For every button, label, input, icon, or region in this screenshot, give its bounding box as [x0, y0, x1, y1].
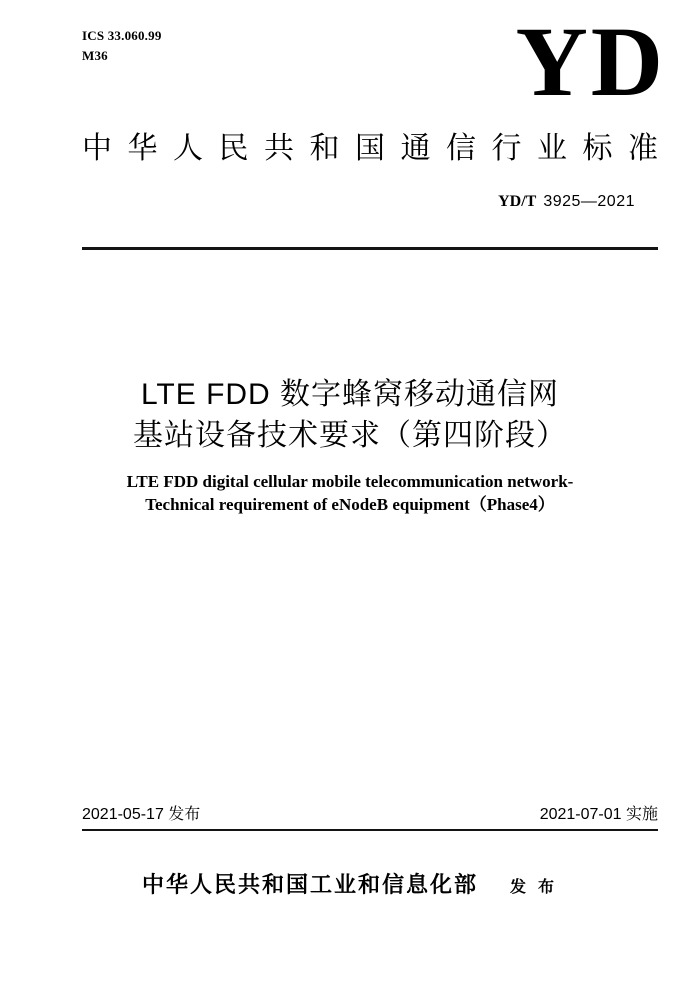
standard-code: [498, 192, 635, 212]
series-title: 中 华 人 民 共 和 国 通 信 行 业 标 准: [82, 132, 658, 165]
standard-code-prefix: YD/T: [498, 193, 537, 210]
document-title-en: [0, 470, 700, 516]
implement-date: 2021-07-01 实施: [539, 806, 658, 823]
ics-code: ICS 33.060.99: [82, 28, 162, 43]
document-title-en-line2: Technical requirement of eNodeB equipment（Phase4）: [145, 495, 555, 514]
document-title-cn-line2: 基站设备技术要求（第四阶段）: [133, 419, 567, 452]
classification-code: M36: [82, 48, 108, 63]
document-title-cn-line1: LTE FDD 数字蜂窝移动通信网: [140, 378, 560, 411]
ics-block: [82, 26, 162, 66]
publisher-name: 中华人民共和国工业和信息化部: [141, 872, 478, 897]
bottom-divider: [82, 829, 658, 831]
standard-code-number: 3925—2021: [543, 193, 635, 210]
document-title-cn: [0, 374, 700, 456]
top-divider: [82, 247, 658, 250]
issue-date: 2021-05-17 发布: [82, 806, 201, 823]
yd-logo: YD: [515, 6, 666, 117]
publisher-row: [0, 868, 700, 899]
publish-label: 发 布: [510, 879, 559, 896]
dates-row: [82, 804, 658, 826]
document-title-en-line1: LTE FDD digital cellular mobile telecommunication network-: [126, 472, 574, 491]
